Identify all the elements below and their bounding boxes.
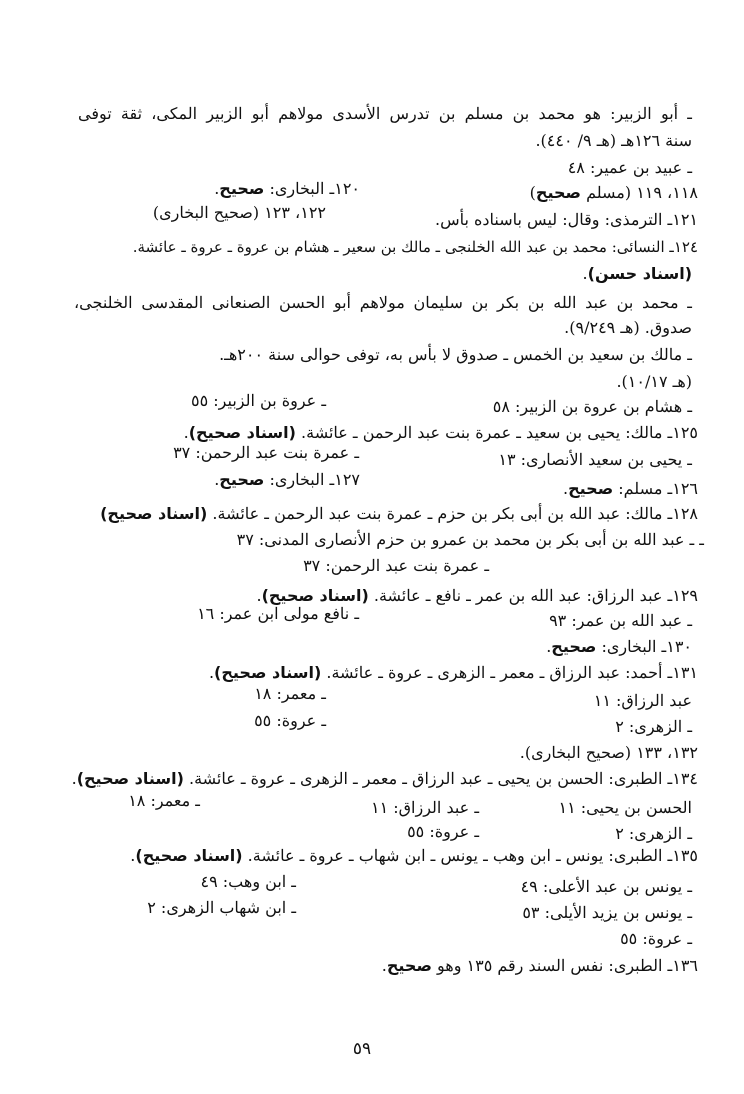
text-column [371, 797, 479, 819]
line-text: ـ عروة بن الزبير: ٥٥ [191, 391, 326, 410]
text-column [147, 897, 296, 919]
text-column [214, 469, 360, 491]
text-line [303, 555, 489, 577]
line-text: . [214, 179, 220, 198]
text-line [130, 845, 698, 867]
line-text: ـ يونس بن عبد الأعلى: ٤٩ [520, 877, 692, 896]
text-line [520, 742, 698, 764]
line-text: ـ أبو الزبير: هو محمد بن مسلم بن تدرس الأسدى مولاهم أبو الزبير المكى، ثقة توفى [78, 104, 692, 123]
line-text: عبد الرزاق: ١١ [593, 691, 692, 710]
text-line [620, 928, 692, 950]
line-text: ـ عمرة بنت عبد الرحمن: ٣٧ [303, 556, 489, 575]
text-line [219, 344, 692, 366]
line-text: ١١٨، ١١٩ (مسلم [580, 183, 698, 202]
line-text: ١٢٨ـ مالك: عبد الله بن أبى بكر بن حزم ـ عمرة بنت عبد الرحمن ـ عائشة. [207, 504, 698, 523]
line-text: . [256, 586, 262, 605]
line-text: ١٣٢، ١٣٣ (صحيح البخارى). [519, 743, 698, 762]
text-column [254, 683, 326, 705]
line-text: ـ الزهرى: ٢ [615, 717, 692, 736]
grade-isnad-sahih: (اسناد صحيح) [135, 846, 243, 865]
line-text: ١٢٩ـ عبد الرزاق: عبد الله بن عمر ـ نافع ـ عائشة. [368, 586, 698, 605]
line-text: ـ عروة: ٥٥ [620, 929, 692, 948]
grade-sahih: صحيح [568, 479, 614, 498]
grade-sahih: صحيح [219, 470, 265, 489]
line-text: (هـ ١٠/١٧). [616, 372, 692, 391]
line-text: ـ يونس بن يزيد الأيلى: ٥٣ [522, 903, 692, 922]
text-line [616, 371, 692, 393]
grade-sahih: صحيح [535, 183, 581, 202]
line-text: . [582, 264, 588, 283]
text-line [209, 662, 698, 684]
text-column [407, 821, 479, 843]
text-line [493, 396, 692, 418]
text-line [72, 768, 698, 790]
page-number: ٥٩ [352, 1039, 372, 1059]
text-line [498, 449, 692, 471]
line-text: ـ مالك بن سعيد بن الخمس ـ صدوق لا بأس به، توفى حوالى سنة ٢٠٠هـ. [219, 345, 692, 364]
line-text: ١٣٤ـ الطبرى: الحسن بن يحيى ـ عبد الرزاق ـ معمر ـ الزهرى ـ عروة ـ عائشة. [183, 769, 698, 788]
line-text: . [381, 956, 387, 975]
text-line [535, 130, 692, 152]
grade-isnad-sahih: (اسناد صحيح) [214, 663, 322, 682]
text-line [74, 292, 692, 314]
text-column [214, 178, 360, 200]
line-text: ـ محمد بن عبد الله بن بكر بن سليمان مولاهم أبو الحسن الصنعانى المقدسى الخلنجى، [74, 293, 692, 312]
line-text: ١٢٦ـ مسلم: [613, 479, 698, 498]
line-text: ١٢١ـ الترمذى: وقال: ليس باسناده بأس. [434, 210, 698, 229]
line-text: سنة ١٢٦هـ (هـ ٩/ ٤٤٠). [535, 131, 692, 150]
text-line [594, 690, 692, 712]
line-text: ـ ابن شهاب الزهرى: ٢ [147, 898, 296, 917]
grade-isnad-sahih: (اسناد صحيح) [100, 504, 208, 523]
line-text: ١٣٦ـ الطبرى: نفس السند رقم ١٣٥ وهو [431, 956, 698, 975]
text-line [237, 529, 704, 551]
text-line [100, 503, 698, 525]
text-line [522, 902, 692, 924]
text-column [153, 202, 326, 224]
text-column [201, 871, 296, 893]
text-line [74, 236, 698, 258]
line-text: ١٢٧ـ البخارى: [264, 470, 360, 489]
line-text: . [71, 769, 77, 788]
line-text: . [546, 637, 552, 656]
line-text: ـ نافع مولى ابن عمر: ١٦ [197, 604, 359, 623]
grade-sahih: صحيح [551, 637, 597, 656]
line-text: الحسن بن يحيى: ١١ [558, 798, 692, 817]
line-text: ـ عبيد بن عمير: ٤٨ [567, 158, 692, 177]
line-text: ـ عروة: ٥٥ [254, 711, 326, 730]
line-text: ١٣٥ـ الطبرى: يونس ـ ابن وهب ـ يونس ـ ابن شهاب ـ عروة ـ عائشة. [242, 846, 698, 865]
line-text: ١٢٠ـ البخارى: [264, 179, 360, 198]
text-column [173, 442, 359, 464]
line-text: ـ هشام بن عروة بن الزبير: ٥٨ [492, 397, 692, 416]
text-line [615, 823, 692, 845]
line-text: صدوق. (هـ ٩/٢٤٩). [564, 318, 692, 337]
line-text: . [563, 479, 569, 498]
text-column [191, 390, 326, 412]
grade-isnad-sahih: (اسناد صحيح) [76, 769, 184, 788]
line-text: . [183, 423, 189, 442]
grade-sahih: صحيح [386, 956, 432, 975]
text-line [184, 422, 698, 444]
line-text: ـ يحيى بن سعيد الأنصارى: ١٣ [498, 450, 692, 469]
grade-isnad-sahih: (اسناد صحيح) [188, 423, 296, 442]
line-text: ـ عمرة بنت عبد الرحمن: ٣٧ [173, 443, 359, 462]
text-line [558, 797, 692, 819]
text-line [564, 317, 692, 339]
grade-hasan: (اسناد حسن) [587, 264, 692, 283]
text-line [615, 716, 692, 738]
text-line [521, 876, 692, 898]
line-text: ـ عروة: ٥٥ [407, 822, 479, 841]
line-text: ـ ابن وهب: ٤٩ [200, 872, 296, 891]
line-text: ـ معمر: ١٨ [128, 791, 200, 810]
line-text: ١٢٤ـ النسائى: محمد بن عبد الله الخلنجى ـ مالك بن سعير ـ هشام بن عروة ـ عروة ـ عائشة. [132, 238, 698, 256]
line-text: . [208, 663, 215, 682]
line-text: ـ عبد الله بن عمر: ٩٣ [549, 611, 692, 630]
grade-isnad-sahih: (اسناد صحيح) [261, 586, 369, 605]
text-line [563, 478, 698, 500]
line-text: ـ ـ عبد الله بن أبى بكر بن محمد بن عمرو بن حزم الأنصارى المدنى: ٣٧ [236, 530, 704, 549]
line-text: . [214, 470, 220, 489]
line-text: ١٣١ـ أحمد: عبد الرزاق ـ معمر ـ الزهرى ـ عروة ـ عائشة. [321, 663, 698, 682]
line-text: ـ عبد الرزاق: ١١ [370, 798, 479, 817]
text-line [568, 157, 692, 179]
text-line [435, 209, 698, 231]
line-text: ـ معمر: ١٨ [254, 684, 326, 703]
text-column [254, 710, 326, 732]
text-line [78, 103, 692, 125]
text-line [382, 955, 698, 977]
text-column [197, 603, 359, 625]
line-text: ١٢٢، ١٢٣ (صحيح البخارى) [152, 203, 326, 222]
text-line [583, 263, 692, 285]
text-line [530, 182, 698, 204]
text-column [128, 790, 200, 812]
line-text: ١٢٥ـ مالك: يحيى بن سعيد ـ عمرة بنت عبد الرحمن ـ عائشة. [295, 423, 698, 442]
line-text: . [130, 846, 136, 865]
line-text: ـ الزهرى: ٢ [615, 824, 692, 843]
text-line [549, 610, 692, 632]
line-text: ) [529, 183, 536, 202]
line-text: ١٣٠ـ البخارى: [596, 637, 692, 656]
text-line [546, 636, 692, 658]
grade-sahih: صحيح [219, 179, 265, 198]
